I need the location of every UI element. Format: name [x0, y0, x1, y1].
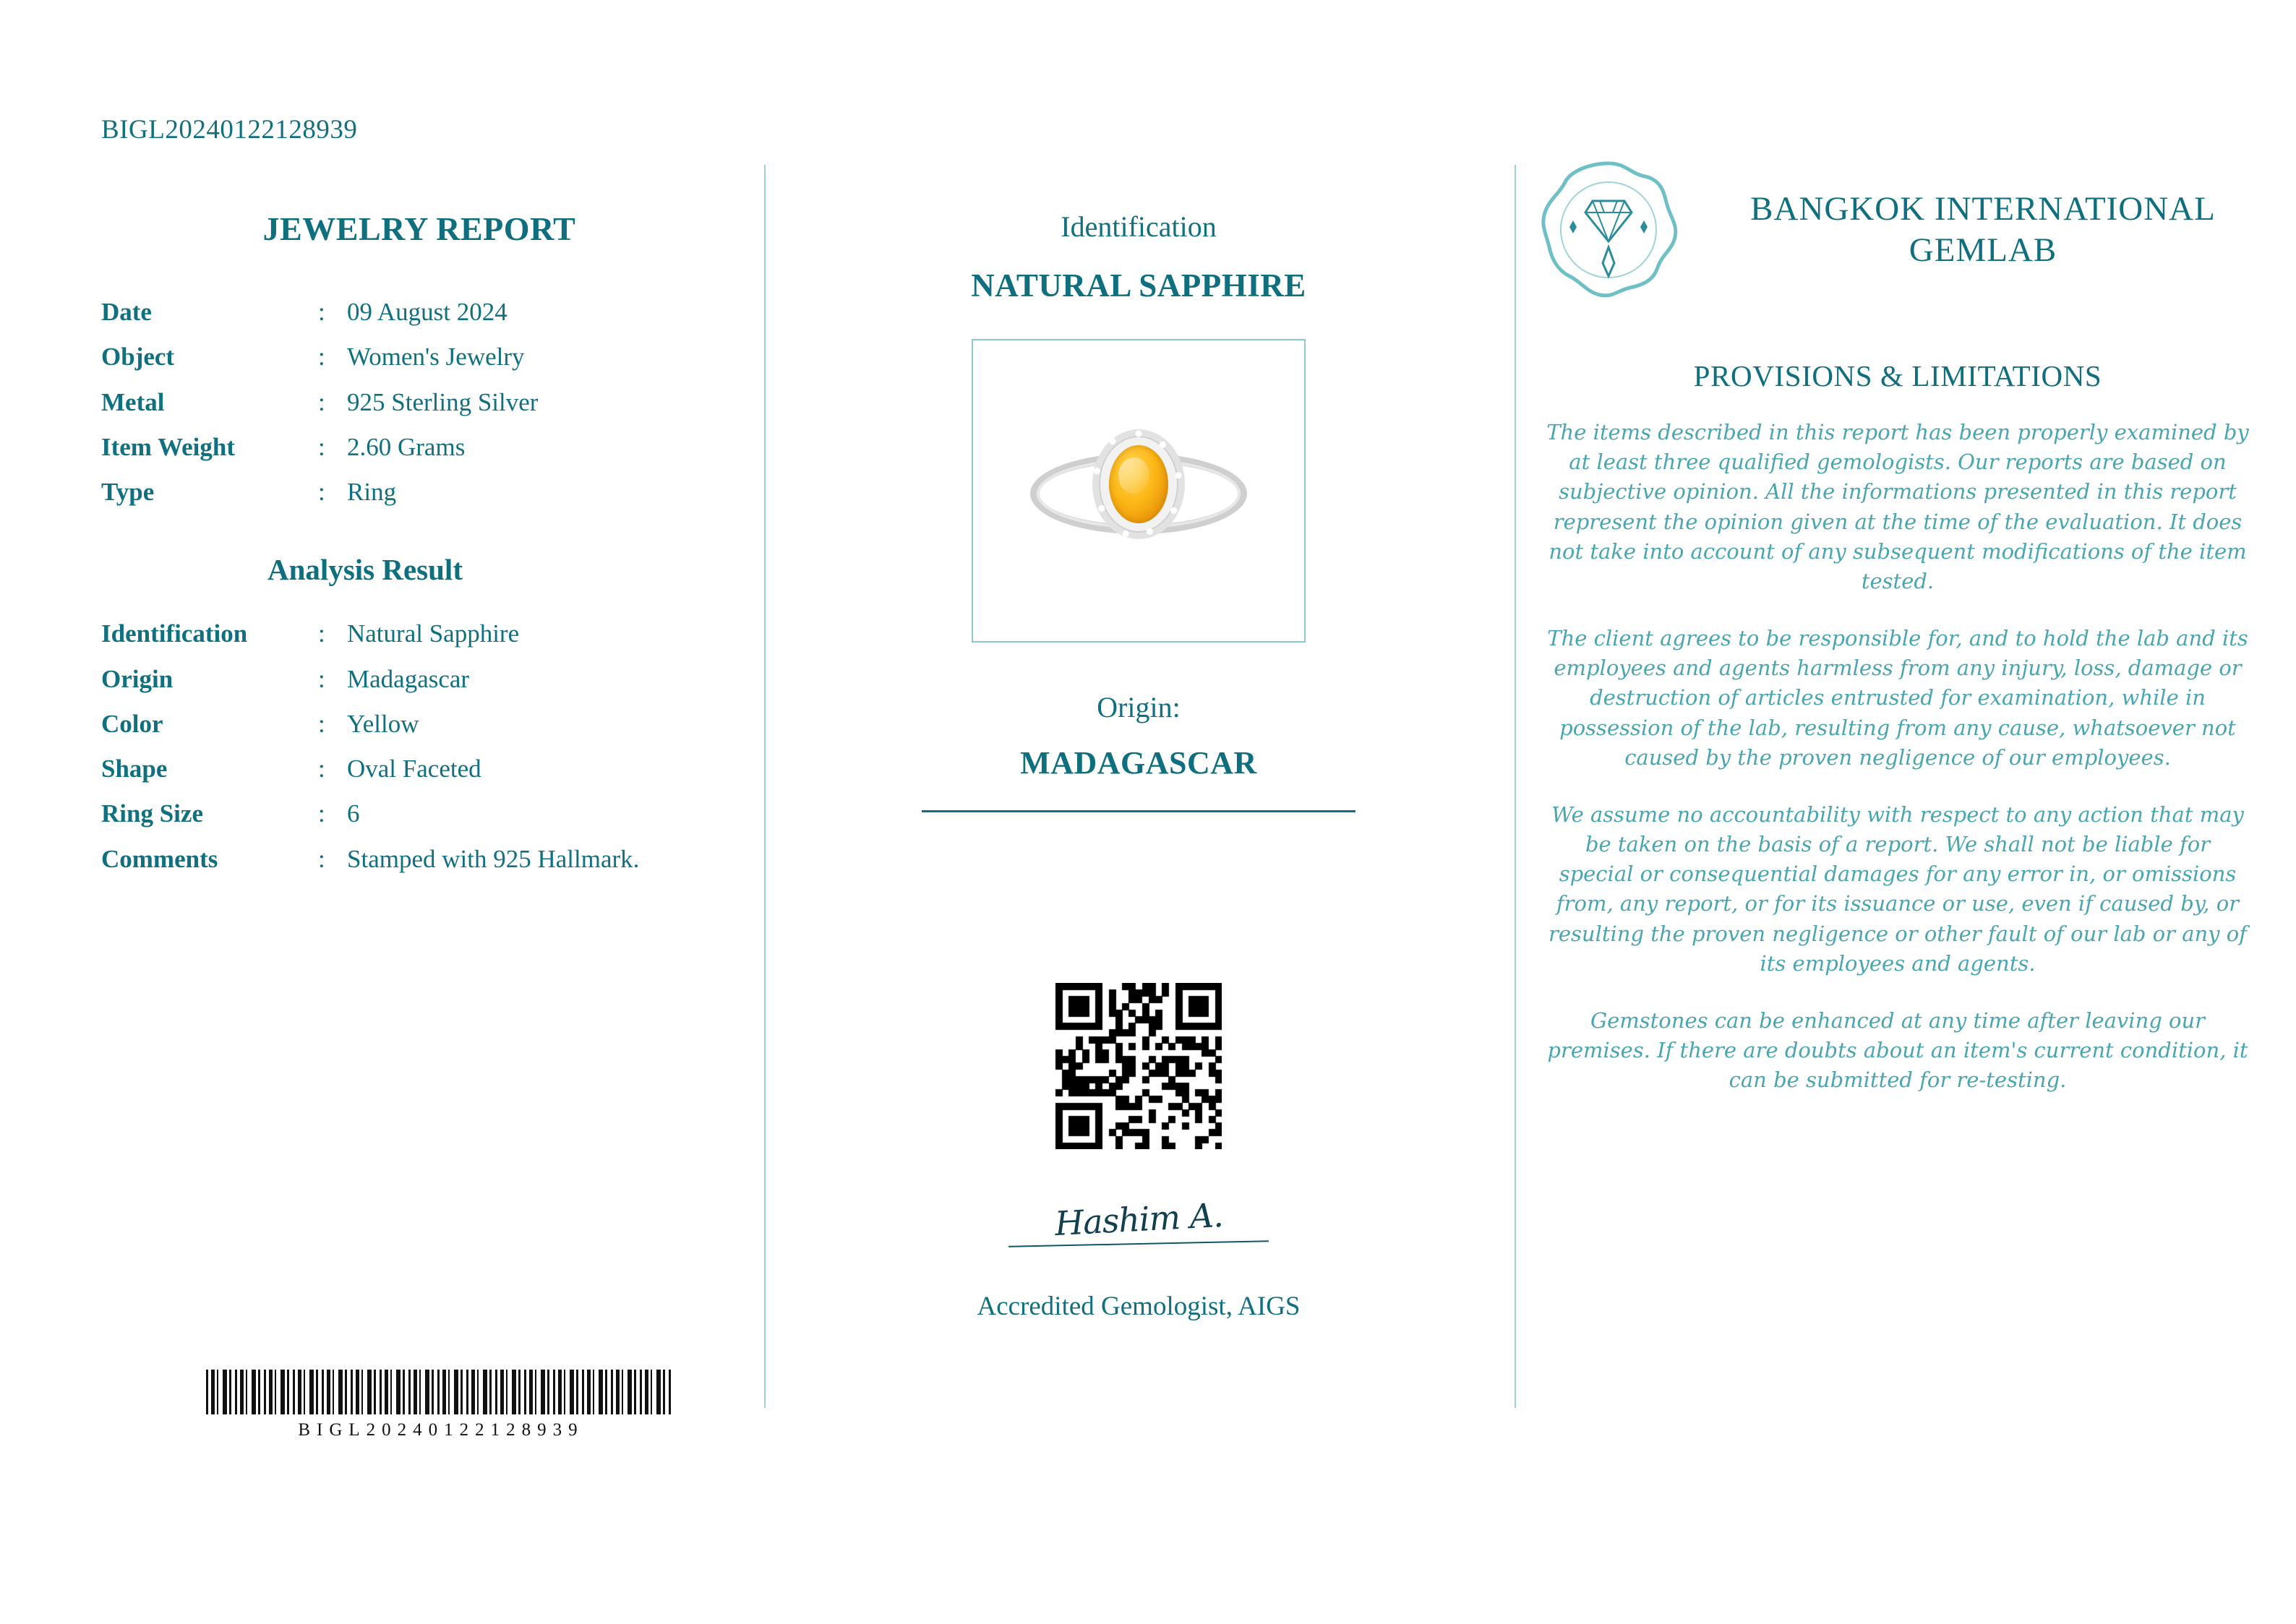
- column-divider-left: [764, 165, 766, 1408]
- analysis-value: 6: [347, 799, 360, 828]
- column-divider-right: [1515, 165, 1516, 1408]
- origin-label: Origin:: [1097, 691, 1181, 723]
- detail-key: Object: [101, 343, 175, 371]
- analysis-key: Color: [101, 709, 163, 738]
- analysis-value: Madagascar: [347, 664, 470, 693]
- barcode-bars: [206, 1370, 672, 1414]
- ring-illustration: [1019, 411, 1258, 570]
- detail-key: Metal: [101, 387, 165, 416]
- table-row: [101, 380, 752, 425]
- analysis-value: Yellow: [347, 709, 419, 738]
- analysis-key: Ring Size: [101, 799, 203, 828]
- detail-value: Women's Jewelry: [347, 343, 525, 371]
- table-row: [101, 791, 752, 836]
- signature-text: Hashim A.: [1053, 1195, 1224, 1244]
- analysis-colon: :: [318, 755, 325, 783]
- analysis-value: Stamped with 925 Hallmark.: [347, 844, 640, 873]
- detail-value: 09 August 2024: [347, 298, 507, 326]
- table-row: [101, 290, 752, 335]
- provisions-paragraph: Gemstones can be enhanced at any time after leaving our premises. If there are doubts about an item's current condition, it can be submitted for re-testing.: [1547, 1008, 2248, 1093]
- analysis-colon: :: [318, 799, 325, 828]
- table-row: [101, 657, 752, 702]
- signature-caption: Accredited Gemologist, AIGS: [977, 1292, 1301, 1321]
- identification-label: Identification: [1061, 210, 1217, 243]
- detail-colon: :: [318, 298, 325, 326]
- identification-value: NATURAL SAPPHIRE: [971, 267, 1306, 304]
- qr-code[interactable]: [1055, 983, 1222, 1149]
- detail-value: 925 Sterling Silver: [347, 387, 539, 416]
- detail-value: 2.60 Grams: [347, 432, 466, 461]
- gem-photo-frame: [972, 339, 1306, 643]
- left-column: [94, 210, 745, 882]
- analysis-colon: :: [318, 619, 325, 648]
- center-column: [781, 210, 1496, 1322]
- provisions-paragraph: The client agrees to be responsible for, and to hold the lab and its employees and agents harmless from any injury, loss, damage or destruction of articles entrusted for examination, while in possession of the lab, resulting from any cause, whatsoever not caused by the proven negligence of our employees.: [1547, 626, 2248, 770]
- barcode: [206, 1370, 676, 1440]
- table-row: [101, 425, 752, 470]
- detail-colon: :: [318, 343, 325, 371]
- brand-name: BANGKOK INTERNATIONAL GEMLAB: [1750, 189, 2216, 269]
- table-row: [101, 747, 752, 791]
- details-table: [101, 290, 752, 515]
- table-row: [101, 837, 752, 882]
- signature-line: [1008, 1240, 1269, 1247]
- analysis-key: Comments: [101, 844, 218, 873]
- analysis-result-heading: Analysis Result: [267, 553, 463, 587]
- origin-value: MADAGASCAR: [1020, 745, 1257, 781]
- provisions-title: PROVISIONS & LIMITATIONS: [1693, 359, 2102, 392]
- detail-value: Ring: [347, 478, 397, 506]
- barcode-text: BIGL20240122128939: [298, 1420, 584, 1440]
- report-number: BIGL20240122128939: [101, 115, 358, 145]
- page-title: JEWELRY REPORT: [262, 210, 576, 247]
- detail-colon: :: [318, 387, 325, 416]
- brand-header: [1533, 158, 2263, 302]
- analysis-key: Shape: [101, 755, 168, 783]
- analysis-table: [101, 611, 752, 882]
- detail-key: Date: [101, 298, 152, 326]
- signature-block: [781, 1195, 1496, 1272]
- gemlab-logo-icon: [1533, 158, 1684, 302]
- table-row: [101, 335, 752, 379]
- horizontal-divider: [922, 810, 1355, 812]
- analysis-colon: :: [318, 709, 325, 738]
- detail-key: Type: [101, 478, 155, 506]
- analysis-key: Identification: [101, 619, 248, 648]
- detail-colon: :: [318, 432, 325, 461]
- detail-colon: :: [318, 478, 325, 506]
- analysis-colon: :: [318, 664, 325, 693]
- provisions-paragraph: The items described in this report has been properly examined by at least three qualified gemologists. Our reports are based on subjective opinion. All the informations presented in this report represent the opinion given at the time of the evaluation. It does not take into account of any subsequent modifications of the item tested.: [1546, 420, 2249, 593]
- analysis-value: Oval Faceted: [347, 755, 481, 783]
- analysis-value: Natural Sapphire: [347, 619, 520, 648]
- yellow-sapphire-gem: [1109, 445, 1168, 523]
- provisions-paragraph: We assume no accountability with respect to any action that may be taken on the basis of a report. We shall not be liable for special or consequential damages for any error in, or omissions from, any report, or for its issuance or use, even if caused by, or resulting the proven negligence or other fault of our lab or any of its employees and agents.: [1548, 802, 2247, 976]
- analysis-key: Origin: [101, 664, 174, 693]
- right-column: [1533, 158, 2263, 1122]
- table-row: [101, 702, 752, 747]
- qr-canvas[interactable]: [1055, 983, 1222, 1149]
- detail-key: Item Weight: [101, 432, 236, 461]
- table-row: [101, 470, 752, 515]
- analysis-colon: :: [318, 844, 325, 873]
- table-row: [101, 611, 752, 656]
